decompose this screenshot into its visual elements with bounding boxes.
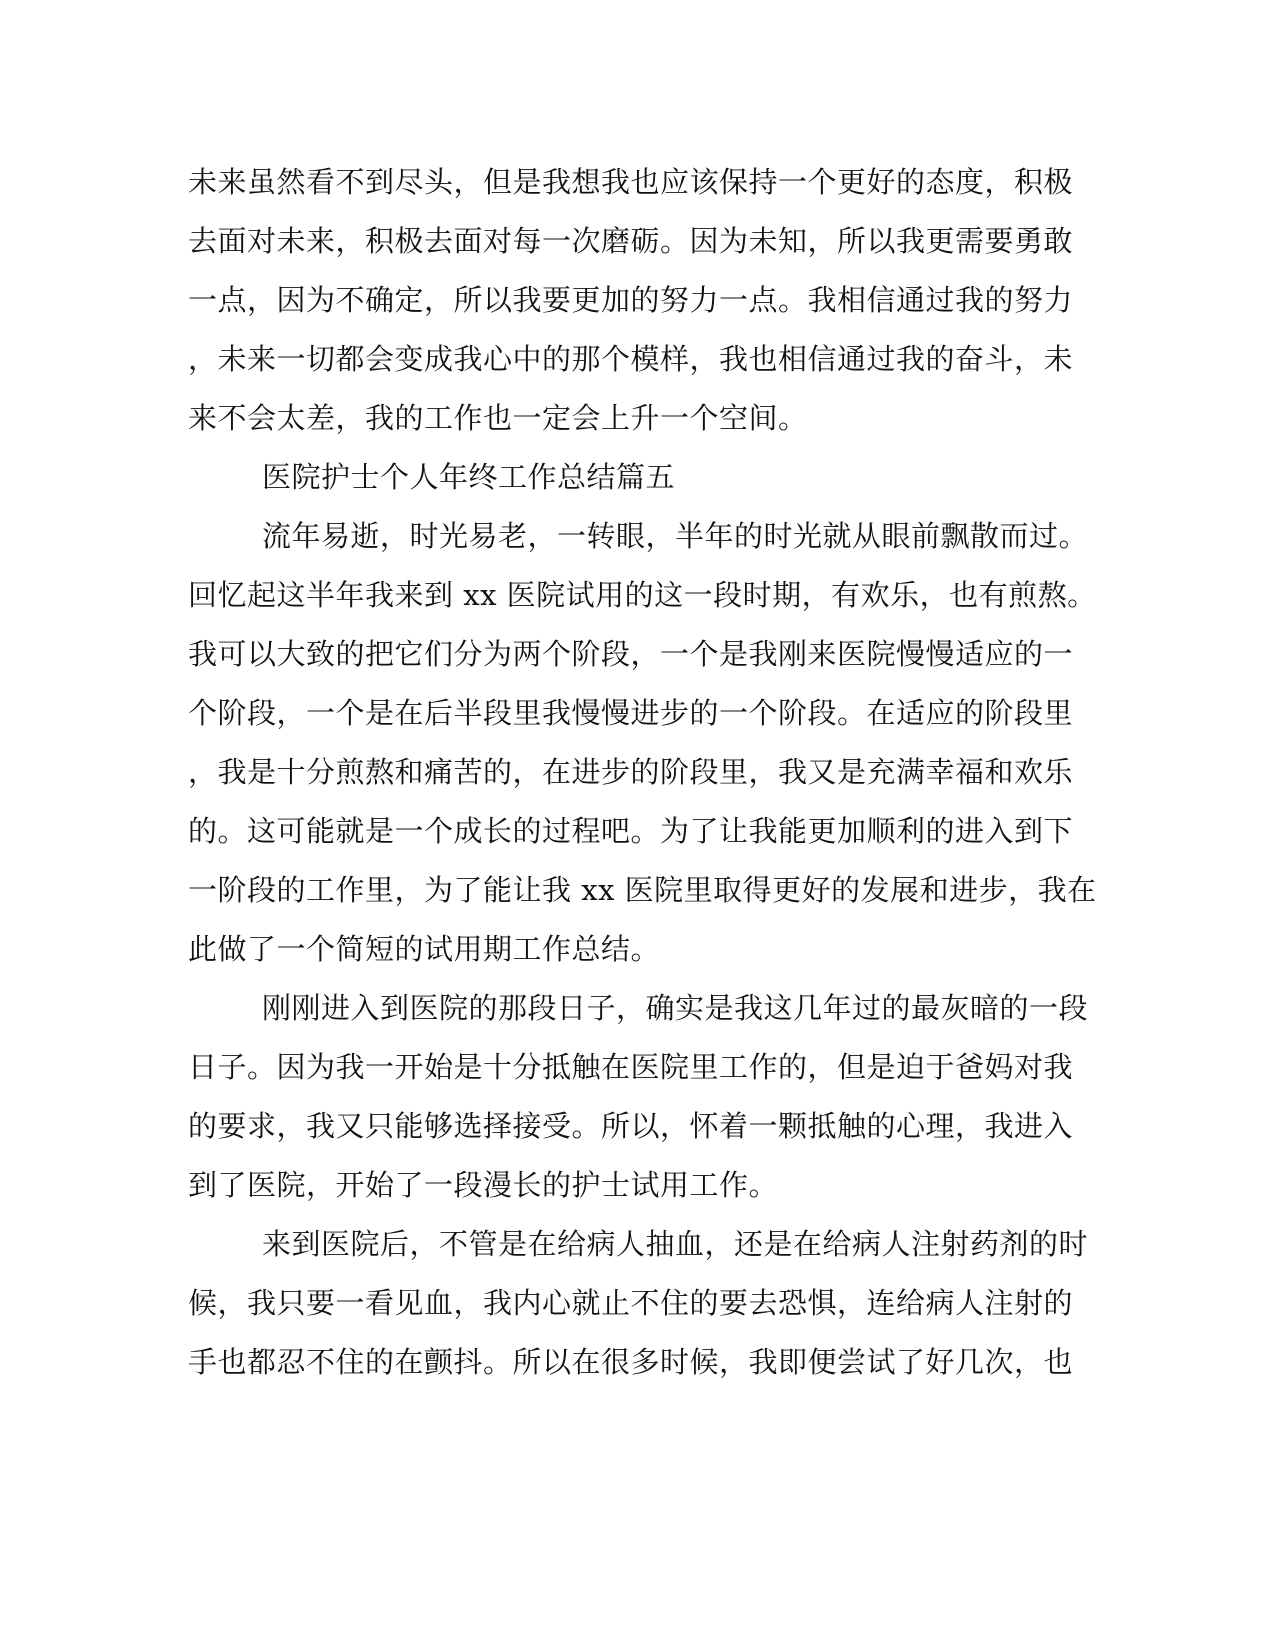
text-line: 一阶段的工作里，为了能让我 xx 医院里取得更好的发展和进步，我在 (188, 873, 1097, 907)
text-line: 的要求，我又只能够选择接受。所以，怀着一颗抵触的心理，我进入 (188, 1109, 1074, 1143)
text-line: 刚刚进入到医院的那段日子，确实是我这几年过的最灰暗的一段 (262, 991, 1089, 1025)
text-line: 此做了一个简短的试用期工作总结。 (188, 932, 661, 966)
text-line: 去面对未来，积极去面对每一次磨砺。因为未知，所以我更需要勇敢 (188, 224, 1074, 258)
text-line: 个阶段，一个是在后半段里我慢慢进步的一个阶段。在适应的阶段里 (188, 696, 1074, 730)
text-line: ，未来一切都会变成我心中的那个模样，我也相信通过我的奋斗，未 (188, 342, 1074, 376)
text-line: 我可以大致的把它们分为两个阶段，一个是我刚来医院慢慢适应的一 (188, 637, 1074, 671)
text-line: 一点，因为不确定，所以我要更加的努力一点。我相信通过我的努力 (188, 283, 1074, 317)
text-line: 手也都忍不住的在颤抖。所以在很多时候，我即便尝试了好几次，也 (188, 1345, 1074, 1379)
text-line: 候，我只要一看见血，我内心就止不住的要去恐惧，连给病人注射的 (188, 1286, 1074, 1320)
text-line: ，我是十分煎熬和痛苦的，在进步的阶段里，我又是充满幸福和欢乐 (188, 755, 1074, 789)
text-line: 来不会太差，我的工作也一定会上升一个空间。 (188, 401, 808, 435)
text-line: 到了医院，开始了一段漫长的护士试用工作。 (188, 1168, 779, 1202)
section-heading: 医院护士个人年终工作总结篇五 (262, 460, 676, 494)
text-line: 未来虽然看不到尽头，但是我想我也应该保持一个更好的态度，积极 (188, 165, 1074, 199)
text-line: 的。这可能就是一个成长的过程吧。为了让我能更加顺利的进入到下 (188, 814, 1074, 848)
text-line: 流年易逝，时光易老，一转眼，半年的时光就从眼前飘散而过。 (262, 519, 1089, 553)
text-line: 回忆起这半年我来到 xx 医院试用的这一段时期，有欢乐，也有煎熬。 (188, 578, 1097, 612)
text-line: 来到医院后，不管是在给病人抽血，还是在给病人注射药剂的时 (262, 1227, 1089, 1261)
text-line: 日子。因为我一开始是十分抵触在医院里工作的，但是迫于爸妈对我 (188, 1050, 1074, 1084)
